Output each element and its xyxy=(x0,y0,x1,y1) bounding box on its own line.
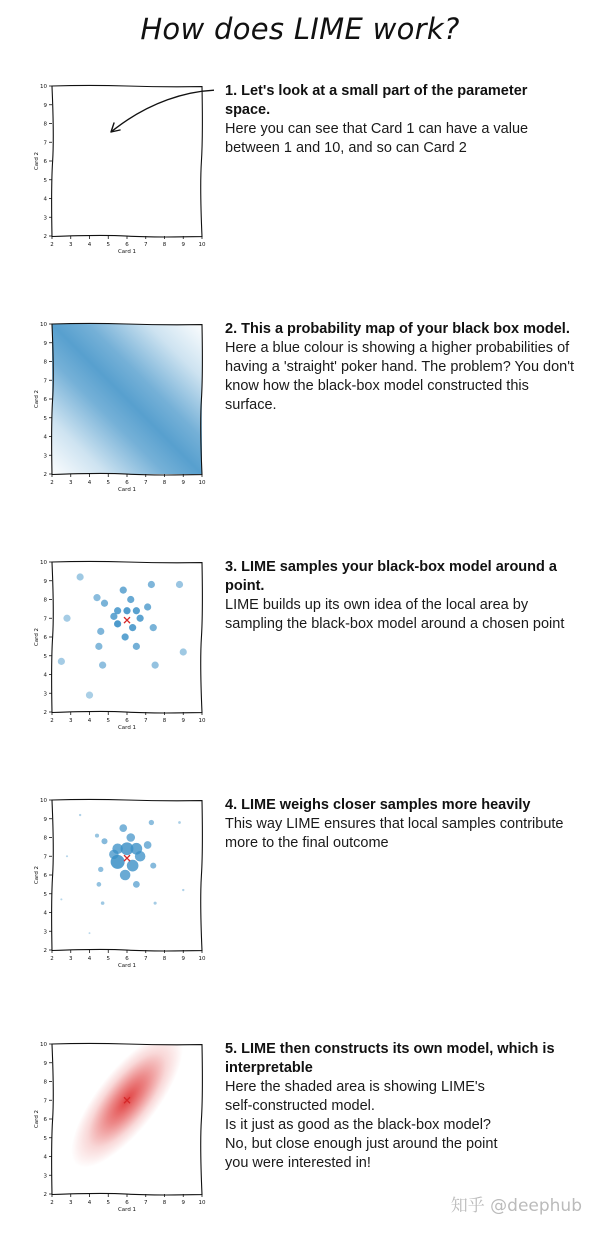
y-tick-label: 3 xyxy=(43,453,47,460)
y-tick-label: 2 xyxy=(43,948,47,954)
sample-point xyxy=(97,882,102,887)
y-tick-label: 2 xyxy=(43,710,47,716)
sample-point xyxy=(133,643,140,650)
sample-point xyxy=(150,624,157,631)
x-tick-label: 4 xyxy=(87,718,92,724)
y-tick-label: 9 xyxy=(43,102,47,109)
x-tick-label: 7 xyxy=(144,718,148,724)
y-tick-label: 5 xyxy=(43,415,47,422)
sample-point xyxy=(120,870,131,881)
sample-point xyxy=(119,824,127,832)
y-axis-label: Card 2 xyxy=(34,151,40,171)
sample-point xyxy=(149,820,154,825)
sample-point xyxy=(120,587,127,594)
y-tick-label: 7 xyxy=(43,616,47,623)
x-tick-label: 3 xyxy=(69,1200,73,1206)
y-tick-label: 5 xyxy=(43,891,47,898)
x-tick-label: 2 xyxy=(50,1200,54,1206)
sample-point xyxy=(144,841,152,849)
x-tick-label: 8 xyxy=(162,718,167,724)
sample-point xyxy=(63,615,70,622)
step-3-text xyxy=(225,558,575,634)
x-tick-label: 9 xyxy=(181,480,185,486)
pointer-arrow xyxy=(111,90,214,132)
y-tick-label: 9 xyxy=(43,340,47,347)
x-tick-label: 3 xyxy=(69,718,73,724)
sample-point xyxy=(123,607,130,614)
x-tick-label: 5 xyxy=(106,956,110,962)
x-tick-label: 7 xyxy=(144,480,148,486)
x-tick-label: 5 xyxy=(106,242,110,248)
sample-point xyxy=(58,658,65,665)
y-tick-label: 9 xyxy=(43,578,47,585)
x-tick-label: 5 xyxy=(106,480,110,486)
y-tick-label: 4 xyxy=(43,196,47,203)
step-2-text xyxy=(225,320,575,415)
x-tick-label: 4 xyxy=(87,956,92,962)
y-tick-label: 9 xyxy=(43,816,47,823)
sample-point xyxy=(79,814,81,816)
x-tick-label: 3 xyxy=(69,242,73,248)
sample-point xyxy=(126,833,135,842)
sample-point xyxy=(176,581,183,588)
sample-point xyxy=(135,851,146,862)
x-tick-label: 6 xyxy=(125,480,129,486)
x-tick-label: 4 xyxy=(87,480,92,486)
sample-point xyxy=(95,643,102,650)
y-tick-label: 6 xyxy=(43,635,47,641)
step-2-body: Here a blue colour is showing a higher probabilities of having a 'straight' poker hand. The problem? You don't know how the black-box model constructed this surface. xyxy=(225,340,575,413)
sample-point xyxy=(93,594,100,601)
sample-point xyxy=(178,821,181,824)
y-tick-label: 8 xyxy=(43,597,47,604)
y-tick-label: 6 xyxy=(43,1117,47,1123)
center-marker xyxy=(124,617,130,623)
sample-point xyxy=(95,834,99,838)
step-4-body: This way LIME ensures that local samples contribute more to the final outcome xyxy=(225,816,564,851)
x-tick-label: 10 xyxy=(198,480,206,486)
step-3-title: 3. LIME samples your black-box model around a point. xyxy=(225,559,557,594)
y-axis-label: Card 2 xyxy=(34,389,40,409)
sample-point xyxy=(86,692,93,699)
x-tick-label: 2 xyxy=(50,242,54,248)
sample-point xyxy=(152,662,159,669)
step-3 xyxy=(0,558,600,758)
sample-point xyxy=(150,863,156,869)
x-tick-label: 9 xyxy=(181,242,185,248)
x-tick-label: 6 xyxy=(125,956,129,962)
y-tick-label: 3 xyxy=(43,929,47,936)
chart-4 xyxy=(28,796,214,976)
y-tick-label: 2 xyxy=(43,472,47,478)
sample-point xyxy=(101,600,108,607)
sample-point xyxy=(148,581,155,588)
chart-svg xyxy=(28,82,214,262)
x-tick-label: 7 xyxy=(144,1200,148,1206)
x-tick-label: 2 xyxy=(50,718,54,724)
center-marker xyxy=(124,855,130,861)
x-tick-label: 7 xyxy=(144,242,148,248)
y-tick-label: 4 xyxy=(43,910,47,917)
y-tick-label: 10 xyxy=(40,1042,47,1048)
y-tick-label: 10 xyxy=(40,560,47,566)
y-tick-label: 7 xyxy=(43,140,47,147)
y-tick-label: 4 xyxy=(43,672,47,679)
y-tick-label: 5 xyxy=(43,1135,47,1142)
y-axis-label: Card 2 xyxy=(34,1109,40,1129)
lime-model-region xyxy=(53,1040,201,1183)
sample-point xyxy=(129,624,136,631)
sample-point xyxy=(137,615,144,622)
step-2-title: 2. This a probability map of your black box model. xyxy=(225,321,570,337)
sample-point xyxy=(144,603,151,610)
sample-point xyxy=(127,596,134,603)
y-tick-label: 9 xyxy=(43,1060,47,1067)
sample-point xyxy=(99,662,106,669)
sample-point xyxy=(98,867,103,872)
chart-svg xyxy=(28,320,214,500)
x-tick-label: 8 xyxy=(162,956,167,962)
sample-point xyxy=(60,898,62,900)
y-tick-label: 10 xyxy=(40,84,47,90)
y-tick-label: 3 xyxy=(43,215,47,222)
chart-svg xyxy=(28,796,214,976)
sample-point xyxy=(110,613,117,620)
x-tick-label: 6 xyxy=(125,718,129,724)
x-tick-label: 6 xyxy=(125,1200,129,1206)
y-tick-label: 2 xyxy=(43,234,47,240)
x-tick-label: 4 xyxy=(87,242,92,248)
x-tick-label: 10 xyxy=(198,1200,206,1206)
y-axis-label: Card 2 xyxy=(34,627,40,647)
step-4-title: 4. LIME weighs closer samples more heavily xyxy=(225,797,531,813)
step-1-title: 1. Let's look at a small part of the parameter space. xyxy=(225,83,528,118)
y-tick-label: 5 xyxy=(43,177,47,184)
y-tick-label: 8 xyxy=(43,835,47,842)
sample-point xyxy=(77,573,84,580)
x-tick-label: 7 xyxy=(144,956,148,962)
x-tick-label: 8 xyxy=(162,480,167,486)
y-tick-label: 3 xyxy=(43,1173,47,1180)
sample-point xyxy=(66,855,68,857)
plot-area xyxy=(58,573,187,698)
sample-point xyxy=(180,648,187,655)
y-tick-label: 7 xyxy=(43,854,47,861)
x-tick-label: 2 xyxy=(50,956,54,962)
sample-point xyxy=(154,902,157,905)
step-3-body: LIME builds up its own idea of the local area by sampling the black-box model around a chosen point xyxy=(225,597,565,632)
chart-2 xyxy=(28,320,214,500)
sample-point xyxy=(133,881,140,888)
y-tick-label: 8 xyxy=(43,121,47,128)
x-tick-label: 8 xyxy=(162,242,167,248)
x-axis-label: Card 1 xyxy=(117,487,137,493)
y-tick-label: 7 xyxy=(43,1098,47,1105)
sample-point xyxy=(111,855,125,869)
sample-point xyxy=(89,932,91,934)
watermark: 知乎 @deephub xyxy=(450,1196,582,1216)
plot-frame xyxy=(52,85,203,237)
y-tick-label: 7 xyxy=(43,378,47,385)
sample-point xyxy=(127,860,139,872)
x-axis-label: Card 1 xyxy=(117,963,137,969)
x-axis-label: Card 1 xyxy=(117,249,137,255)
sample-point xyxy=(133,607,140,614)
step-1 xyxy=(0,82,600,282)
x-tick-label: 10 xyxy=(198,242,206,248)
y-tick-label: 6 xyxy=(43,397,47,403)
chart-1 xyxy=(28,82,214,262)
x-tick-label: 4 xyxy=(87,1200,92,1206)
y-axis-label: Card 2 xyxy=(34,865,40,885)
step-2 xyxy=(0,320,600,520)
x-tick-label: 5 xyxy=(106,1200,110,1206)
step-1-text xyxy=(225,82,575,158)
sample-point xyxy=(114,620,121,627)
sample-point xyxy=(122,633,129,640)
x-tick-label: 10 xyxy=(198,718,206,724)
page-title: How does LIME work? xyxy=(140,12,460,46)
x-axis-label: Card 1 xyxy=(117,1207,137,1213)
step-1-body: Here you can see that Card 1 can have a value between 1 and 10, and so can Card 2 xyxy=(225,121,529,156)
y-tick-label: 8 xyxy=(43,1079,47,1086)
chart-5 xyxy=(28,1040,214,1220)
y-tick-label: 4 xyxy=(43,434,47,441)
sample-point xyxy=(182,889,184,891)
y-tick-label: 2 xyxy=(43,1192,47,1198)
x-tick-label: 6 xyxy=(125,242,129,248)
sample-point xyxy=(97,628,104,635)
x-tick-label: 5 xyxy=(106,718,110,724)
x-axis-label: Card 1 xyxy=(117,725,137,731)
probability-map xyxy=(52,324,202,474)
y-tick-label: 4 xyxy=(43,1154,47,1161)
x-tick-label: 9 xyxy=(181,1200,185,1206)
y-tick-label: 10 xyxy=(40,322,47,328)
step-5-body: Here the shaded area is showing LIME's self-constructed model. Is it just as good as the black-box model? No, but close enough just around the point you were interested in! xyxy=(225,1079,498,1171)
step-4-text xyxy=(225,796,575,853)
x-tick-label: 9 xyxy=(181,718,185,724)
plot-area xyxy=(52,324,202,474)
chart-svg xyxy=(28,558,214,738)
x-tick-label: 9 xyxy=(181,956,185,962)
chart-svg xyxy=(28,1040,214,1220)
step-5-text xyxy=(225,1040,575,1173)
x-tick-label: 8 xyxy=(162,1200,167,1206)
sample-point xyxy=(101,901,105,905)
plot-area xyxy=(53,1040,201,1183)
x-tick-label: 10 xyxy=(198,956,206,962)
x-tick-label: 3 xyxy=(69,956,73,962)
x-tick-label: 2 xyxy=(50,480,54,486)
sample-point xyxy=(101,838,107,844)
y-tick-label: 8 xyxy=(43,359,47,366)
chart-3 xyxy=(28,558,214,738)
y-tick-label: 3 xyxy=(43,691,47,698)
step-5-title: 5. LIME then constructs its own model, which is interpretable xyxy=(225,1041,555,1076)
step-4 xyxy=(0,796,600,996)
y-tick-label: 6 xyxy=(43,159,47,165)
plot-area xyxy=(60,814,184,934)
y-tick-label: 5 xyxy=(43,653,47,660)
y-tick-label: 10 xyxy=(40,798,47,804)
x-tick-label: 3 xyxy=(69,480,73,486)
y-tick-label: 6 xyxy=(43,873,47,879)
